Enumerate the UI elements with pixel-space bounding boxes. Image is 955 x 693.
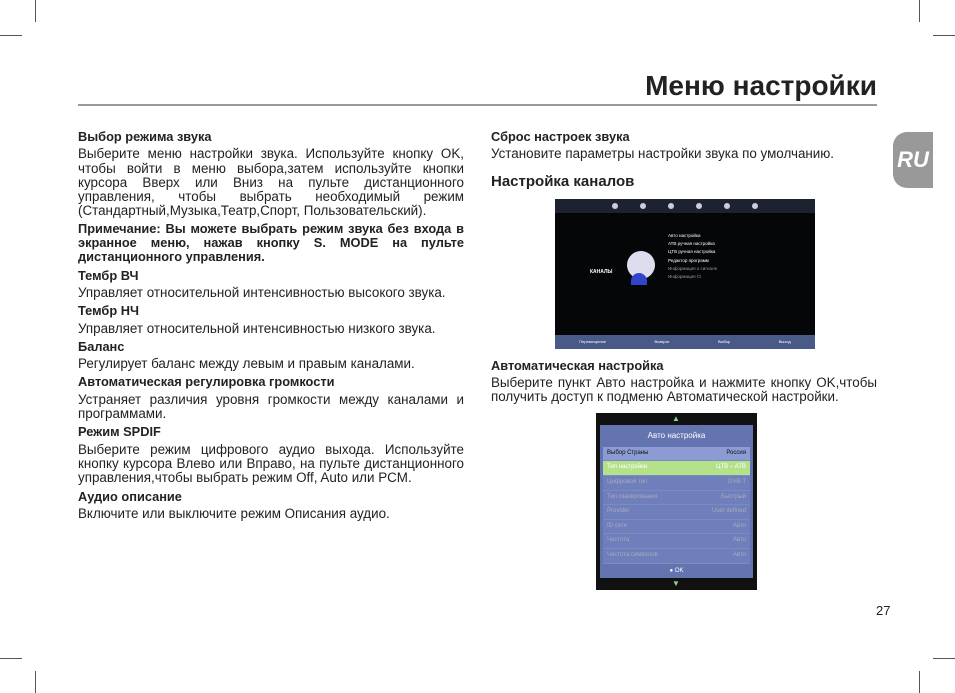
section-heading: Режим SPDIF <box>78 424 161 440</box>
language-tab: RU <box>893 132 933 188</box>
menu-item: АТВ ручная настройка <box>668 241 715 247</box>
section-text: Выберите пункт Авто настройка и нажмите кнопку OK,чтобы получить доступ к подменю Автоматической настройки. <box>491 375 877 405</box>
crop-mark <box>933 658 955 659</box>
section-text: Включите или выключите режим Описания аудио. <box>78 505 390 521</box>
hint: Перемещение <box>579 338 606 344</box>
ok-hint: ● OK <box>669 567 684 574</box>
auto-tuning-screenshot <box>596 413 757 590</box>
satellite-dish-stand <box>631 273 647 285</box>
section-text: Управляет относительной интенсивностью высокого звука. <box>78 284 446 300</box>
section-text: Регулирует баланс между левым и правым каналами. <box>78 356 415 372</box>
crop-mark <box>919 0 920 22</box>
section-heading: Аудио описание <box>78 488 182 504</box>
arrow-up-icon: ▲ <box>672 413 680 423</box>
crop-mark <box>35 671 36 693</box>
crop-mark <box>35 0 36 22</box>
section-heading: Тембр ВЧ <box>78 267 139 283</box>
section-text: Установите параметры настройки звука по умолчанию. <box>491 146 835 162</box>
title-divider <box>78 104 877 106</box>
hint: Выход <box>778 338 791 344</box>
arrow-down-icon: ▼ <box>672 578 680 588</box>
menu-item: ЦТВ ручная настройка <box>668 249 716 255</box>
section-heading: Автоматическая настройка <box>491 357 664 373</box>
section-text: Управляет относительной интенсивностью низкого звука. <box>78 320 436 336</box>
section-heading: Тембр НЧ <box>78 303 139 319</box>
section-heading: Выбор режима звука <box>78 129 212 144</box>
setting-row-selected: Тип настройки ЦТВ – АТВ <box>603 461 750 476</box>
channels-menu-screenshot <box>555 199 815 349</box>
section-heading: Автоматическая регулировка громкости <box>78 374 335 390</box>
section-text: Устраняет различия уровня громкости между каналами и программами. <box>78 391 464 422</box>
setting-row: Тип сканирования Быстрый <box>603 491 750 506</box>
hint: Возврат <box>654 338 670 344</box>
hint: Выбор <box>717 338 731 344</box>
section-heading: Сброс настроек звука <box>491 129 630 144</box>
setting-row: ID сети Авто <box>603 520 750 535</box>
footer-hints <box>555 335 815 349</box>
section-heading: Баланс <box>78 338 125 354</box>
menu-item: Информация CI <box>668 274 702 280</box>
note: Примечание: Вы можете выбрать режим звука без входа в экранное меню, нажав кнопку S. MODE на пульте дистанционного управления. <box>78 220 464 265</box>
setting-row: Частота символов Авто <box>603 549 750 564</box>
setting-row: Цифровой тип DVB-T <box>603 476 750 491</box>
channels-menu-list <box>668 232 717 282</box>
setting-row: Выбор Страны Россия <box>603 447 750 462</box>
auto-tuning-panel <box>600 425 753 578</box>
setting-row: Provider User defined <box>603 505 750 520</box>
right-column <box>491 126 877 590</box>
crop-mark <box>0 35 22 36</box>
menu-icon-bar <box>555 199 815 213</box>
section-title: Настройка каналов <box>491 172 635 190</box>
menu-item: Информация о сигнале <box>668 266 718 272</box>
panel-header: Авто настройка <box>647 430 706 440</box>
section-text: Выберите режим цифрового аудио выхода. Используйте кнопку курсора Влево или Вправо, на пульте дистанционного управления,чтобы выбрать режим Off, Auto или PCM. <box>78 441 464 486</box>
crop-mark <box>0 658 22 659</box>
crop-mark <box>919 671 920 693</box>
setting-row: Частота Авто <box>603 534 750 549</box>
channels-label: КАНАЛЫ <box>590 268 613 275</box>
crop-mark <box>933 35 955 36</box>
section-text: Выберите меню настройки звука. Используйте кнопку OK, чтобы войти в меню выбора,затем используйте кнопки курсора Вверх или Вниз на пульте дистанционного управления, чтобы выбрать необходимый режим (Стандартный,Музыка,Театр,Спорт, Пользовательский). <box>78 146 464 219</box>
page-number: 27 <box>876 603 891 618</box>
menu-item: Редактор программ <box>668 257 709 263</box>
page-title: Меню настройки <box>645 70 877 101</box>
menu-item: Авто настройка <box>668 232 701 238</box>
left-column <box>78 126 464 524</box>
